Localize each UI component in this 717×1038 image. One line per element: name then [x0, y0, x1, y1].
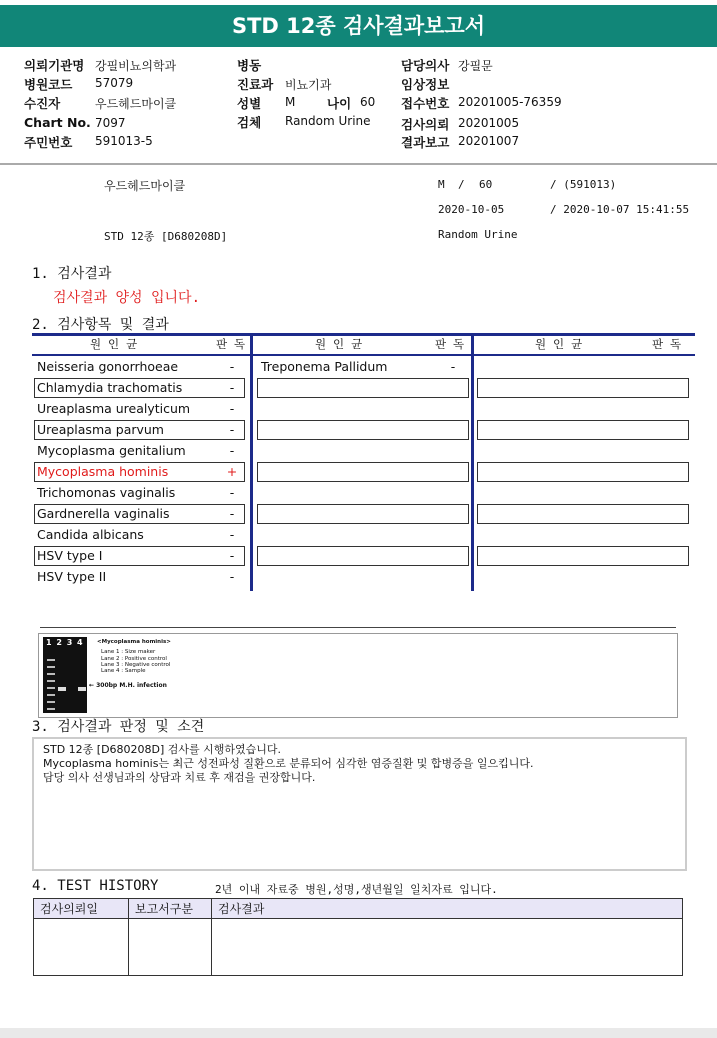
- history-col-request-date: 검사의뢰일: [34, 899, 129, 919]
- pathogen-result: +: [226, 464, 238, 479]
- summary-date-request: 2020-10-05: [438, 203, 505, 216]
- gel-legend: [97, 639, 171, 674]
- request-label: 검사의뢰: [401, 117, 450, 132]
- pathogen-name: HSV type I: [37, 548, 103, 563]
- age-value: 60: [360, 95, 376, 109]
- empty-result-cell: [257, 378, 469, 398]
- opinion-box: [32, 737, 687, 871]
- pathogen-result: -: [229, 485, 235, 500]
- col2-pathogen-header: 원 인 균: [315, 337, 363, 351]
- empty-result-cell: [257, 462, 469, 482]
- history-row: [34, 919, 683, 976]
- pathogen-result: -: [229, 548, 235, 563]
- patient-value: 우드헤드마이클: [95, 97, 177, 111]
- gel-divider: [40, 627, 676, 628]
- summary-test: STD 12종 [D680208D]: [104, 230, 228, 243]
- chart-value: 7097: [95, 116, 126, 130]
- summary-date-report: / 2020-10-07 15:41:55: [550, 203, 690, 216]
- gel-lane2: Lane 2 : Positive control: [101, 655, 167, 662]
- gel-lane4: Lane 4 : Sample: [101, 668, 146, 675]
- history-cell: [34, 919, 129, 976]
- gel-lane3: Lane 3 : Negative control: [101, 661, 171, 668]
- section2-title: 2. 검사항목 및 결과: [32, 317, 169, 333]
- specimen-label: 검체: [237, 115, 262, 130]
- request-value: 20201005: [458, 116, 520, 130]
- hospital-code-label: 병원코드: [24, 77, 73, 92]
- column-divider: [471, 333, 474, 591]
- pathogen-result: -: [229, 443, 235, 458]
- overall-result: 검사결과 양성 입니다.: [53, 290, 201, 306]
- col1-judgement-header: 판 독: [216, 337, 246, 351]
- opinion-text: [43, 743, 533, 785]
- receipt-label: 접수번호: [401, 96, 450, 111]
- section1-title: 1. 검사결과: [32, 266, 112, 282]
- summary-sep: /: [458, 178, 465, 191]
- pathogen-name: Mycoplasma hominis: [37, 464, 169, 479]
- pathogen-name: Treponema Pallidum: [261, 359, 388, 374]
- receipt-value: 20201005-76359: [458, 95, 562, 109]
- pathogen-name: Candida albicans: [37, 527, 144, 542]
- pathogen-name: Trichomonas vaginalis: [37, 485, 176, 500]
- summary-specimen: Random Urine: [438, 228, 518, 241]
- history-note: 2년 이내 자료중 병원,성명,생년월일 일치자료 입니다.: [215, 883, 498, 896]
- table-header-border: [32, 354, 695, 356]
- pathogen-name: Gardnerella vaginalis: [37, 506, 170, 521]
- gel-image: [43, 637, 87, 713]
- pathogen-name: HSV type II: [37, 569, 107, 584]
- age-label: 나이: [327, 96, 352, 111]
- gel-lane-numbers: 1 2 3 4: [46, 638, 84, 647]
- empty-result-cell: [477, 546, 689, 566]
- pathogen-name: Chlamydia trachomatis: [37, 380, 183, 395]
- summary-sex: M: [438, 178, 445, 191]
- clinical-label: 임상정보: [401, 77, 450, 92]
- test-results-table: [32, 333, 695, 591]
- pathogen-name: Ureaplasma parvum: [37, 422, 164, 437]
- empty-result-cell: [257, 420, 469, 440]
- empty-result-cell: [477, 420, 689, 440]
- rrn-value: 591013-5: [95, 134, 153, 148]
- hospital-code-value: 57079: [95, 76, 134, 90]
- pathogen-result: -: [229, 506, 235, 521]
- empty-result-cell: [257, 546, 469, 566]
- section4-title: 4. TEST HISTORY: [32, 878, 159, 894]
- report-date-label: 결과보고: [401, 135, 450, 150]
- empty-result-cell: [257, 504, 469, 524]
- col3-judgement-header: 판 독: [652, 337, 682, 351]
- pathogen-name: Ureaplasma urealyticum: [37, 401, 191, 416]
- gel-band-annotation: ← 300bp M.H. infection: [89, 682, 167, 689]
- pathogen-result: -: [229, 359, 235, 374]
- pathogen-result: -: [229, 527, 235, 542]
- opinion-line: 담당 의사 선생님과의 상담과 치료 후 재검을 권장합니다.: [43, 771, 316, 784]
- institution-value: 강필비뇨의학과: [95, 59, 177, 73]
- opinion-line: STD 12종 [D680208D] 검사를 시행하였습니다.: [43, 743, 282, 756]
- page-footer-strip: [0, 1028, 717, 1038]
- empty-result-cell: [477, 378, 689, 398]
- pathogen-result: -: [229, 422, 235, 437]
- pathogen-name: Neisseria gonorrhoeae: [37, 359, 179, 374]
- pathogen-name: Mycoplasma genitalium: [37, 443, 186, 458]
- size-marker-lane: [47, 654, 55, 710]
- report-title: STD 12종 검사결과보고서: [0, 5, 717, 47]
- column-divider: [250, 333, 253, 591]
- history-col-report-type: 보고서구분: [129, 899, 212, 919]
- doctor-label: 담당의사: [401, 58, 450, 73]
- col3-pathogen-header: 원 인 균: [535, 337, 583, 351]
- pathogen-result: -: [229, 380, 235, 395]
- opinion-line: Mycoplasma hominis는 최근 성전파성 질환으로 분류되어 심각한 염증질환 및 합병증을 일으킵니다.: [43, 757, 534, 770]
- institution-label: 의뢰기관명: [24, 58, 85, 73]
- gel-lane1: Lane 1 : Size maker: [101, 649, 156, 656]
- chart-label: Chart No.: [24, 115, 91, 130]
- ward-label: 병동: [237, 58, 262, 73]
- gel-electrophoresis-panel: [38, 633, 678, 718]
- doctor-value: 강필문: [458, 59, 493, 73]
- report-date-value: 20201007: [458, 134, 520, 148]
- gel-title: <Mycoplasma hominis>: [97, 639, 171, 645]
- history-col-result: 검사결과: [212, 899, 683, 919]
- dept-label: 진료과: [237, 77, 274, 92]
- sex-label: 성별: [237, 96, 262, 111]
- section3-title: 3. 검사결과 판정 및 소견: [32, 719, 205, 735]
- pathogen-result: -: [450, 359, 456, 374]
- rrn-label: 주민번호: [24, 135, 73, 150]
- sex-value: M: [285, 95, 296, 109]
- pathogen-result: -: [229, 569, 235, 584]
- summary-birth: / (591013): [550, 178, 617, 191]
- summary-age: 60: [479, 178, 493, 191]
- history-table: [33, 898, 683, 976]
- sample-band: [78, 687, 86, 691]
- history-header-row: [34, 899, 683, 919]
- specimen-value: Random Urine: [285, 114, 371, 128]
- dept-value: 비뇨기과: [285, 78, 332, 92]
- patient-label: 수진자: [24, 96, 61, 111]
- col1-pathogen-header: 원 인 균: [90, 337, 138, 351]
- history-cell: [129, 919, 212, 976]
- col2-judgement-header: 판 독: [435, 337, 465, 351]
- positive-control-band: [58, 687, 66, 691]
- header-divider: [0, 163, 717, 165]
- pathogen-result: -: [229, 401, 235, 416]
- empty-result-cell: [477, 504, 689, 524]
- empty-result-cell: [477, 462, 689, 482]
- history-cell: [212, 919, 683, 976]
- summary-name: 우드헤드마이클: [104, 179, 186, 193]
